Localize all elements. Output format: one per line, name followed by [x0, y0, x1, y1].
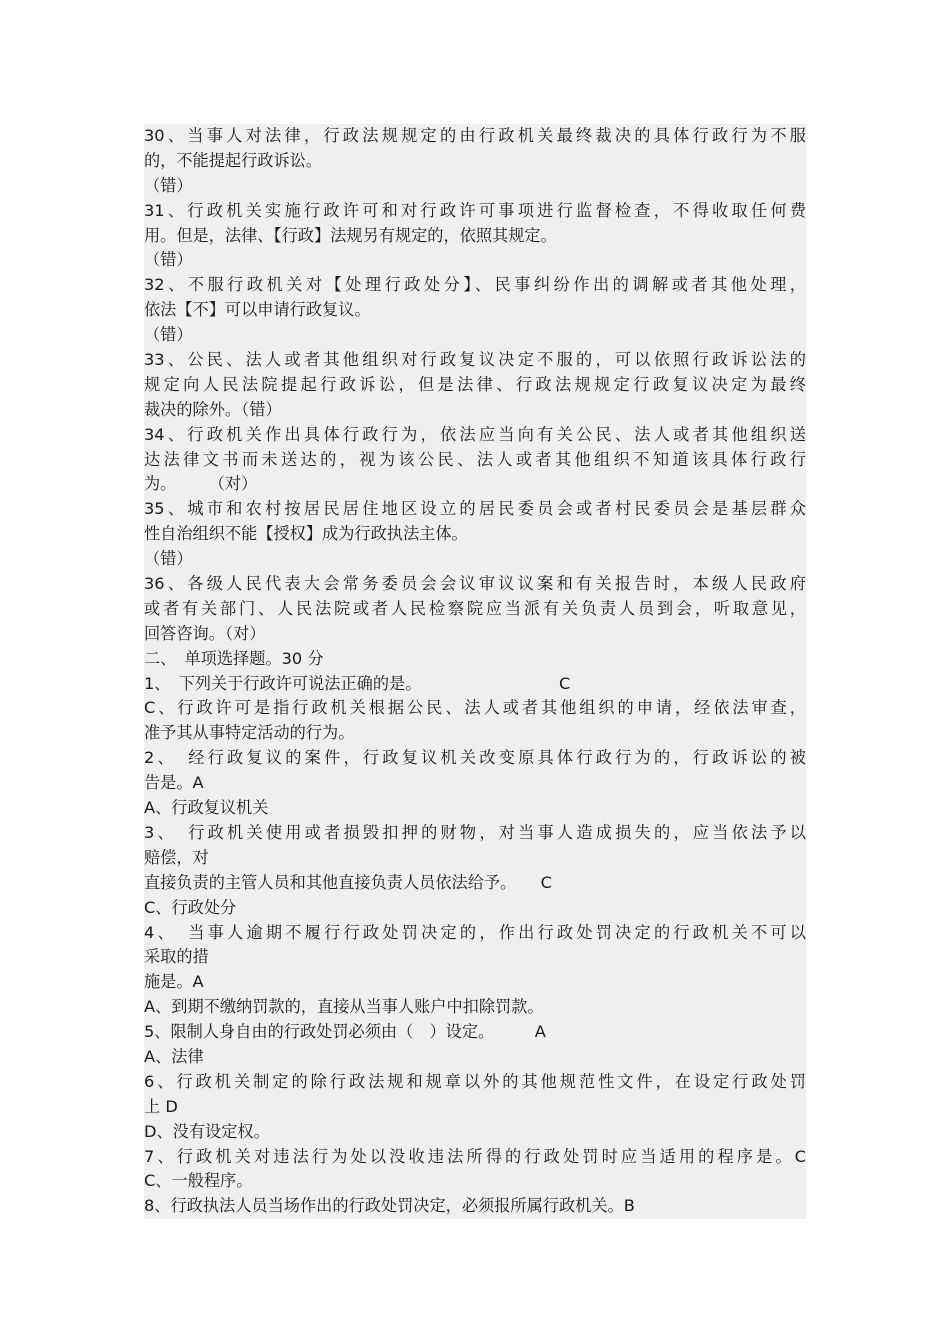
text-line: 回答咨询。（对）	[144, 623, 266, 643]
text-line: 准予其从事特定活动的行为。	[144, 723, 355, 743]
text-line: C、行政处分	[144, 897, 237, 917]
text-line: C、行政许可是指行政机关根据公民、法人或者其他组织的申请，经依法审查，	[144, 698, 806, 718]
text-line: 5、限制人身自由的行政处罚必须由（ ）设定。 A	[144, 1022, 546, 1042]
text-line: 7、行政机关对违法行为处以没收违法所得的行政处罚时应当适用的程序是。C	[144, 1146, 806, 1166]
text-line: 为。 （对）	[144, 474, 258, 494]
text-line: （错）	[144, 549, 193, 569]
text-line: （错）	[144, 250, 193, 270]
text-line: 33、公民、法人或者其他组织对行政复议决定不服的，可以依照行政诉讼法的	[144, 350, 806, 370]
text-line: 32、不服行政机关对【处理行政处分】、民事纠纷作出的调解或者其他处理，	[144, 275, 806, 295]
text-line: 30、当事人对法律，行政法规规定的由行政机关最终裁决的具体行政行为不服	[144, 126, 806, 145]
text-line: 裁决的除外。（错）	[144, 399, 282, 419]
text-line: 1、 下列关于行政许可说法正确的是。 C	[144, 673, 571, 693]
text-line: 依法【不】可以申请行政复议。	[144, 300, 371, 320]
text-line: 施是。A	[144, 972, 204, 992]
text-line: 规定向人民法院提起行政诉讼，但是法律、行政法规规定行政复议决定为最终	[144, 374, 806, 394]
text-line: 赔偿，对	[144, 847, 209, 867]
text-line: 4、 当事人逾期不履行行政处罚决定的，作出行政处罚决定的行政机关不可以	[144, 922, 806, 942]
text-line: 35、城市和农村按居民居住地区设立的居民委员会或者村民委员会是基层群众	[144, 499, 806, 519]
text-line: 采取的措	[144, 947, 209, 967]
text-line: 告是。A	[144, 773, 204, 793]
text-line: 性自治组织不能【授权】成为行政执法主体。	[144, 524, 468, 544]
text-line: 2、 经行政复议的案件，行政复议机关改变原具体行政行为的，行政诉讼的被	[144, 748, 806, 768]
text-line: 直接负责的主管人员和其他直接负责人员依法给予。 C	[144, 872, 552, 892]
text-line: 34、行政机关作出具体行政行为，依法应当向有关公民、法人或者其他组织送	[144, 424, 806, 444]
text-line: D、没有设定权。	[144, 1121, 270, 1141]
text-line: 31、行政机关实施行政许可和对行政许可事项进行监督检查，不得收取任何费	[144, 200, 806, 220]
text-line: 二、 单项选择题。30 分	[144, 648, 324, 668]
text-line: C、一般程序。	[144, 1171, 253, 1191]
text-line: 用。但是，法律、【行政】法规另有规定的，依照其规定。	[144, 225, 557, 245]
document-body	[144, 124, 806, 1219]
text-line: （错）	[144, 175, 193, 195]
text-line: 达法律文书而未送达的，视为该公民、法人或者其他组织不知道该具体行政行	[144, 449, 806, 469]
text-line: 3、 行政机关使用或者损毁扣押的财物，对当事人造成损失的，应当依法予以	[144, 822, 806, 842]
text-line: A、法律	[144, 1046, 204, 1066]
text-line: A、行政复议机关	[144, 798, 269, 818]
text-line: 8、行政执法人员当场作出的行政处罚决定，必须报所属行政机关。B	[144, 1196, 635, 1216]
text-line: 上 D	[144, 1096, 178, 1116]
text-line: 的，不能提起行政诉讼。	[144, 150, 323, 170]
text-line: 6、行政机关制定的除行政法规和规章以外的其他规范性文件，在设定行政处罚	[144, 1071, 806, 1091]
text-line: 或者有关部门、人民法院或者人民检察院应当派有关负责人员到会，听取意见，	[144, 598, 806, 618]
text-line: （错）	[144, 325, 193, 345]
text-line: 36、各级人民代表大会常务委员会会议审议议案和有关报告时，本级人民政府	[144, 574, 806, 594]
text-line: A、到期不缴纳罚款的，直接从当事人账户中扣除罚款。	[144, 997, 544, 1017]
